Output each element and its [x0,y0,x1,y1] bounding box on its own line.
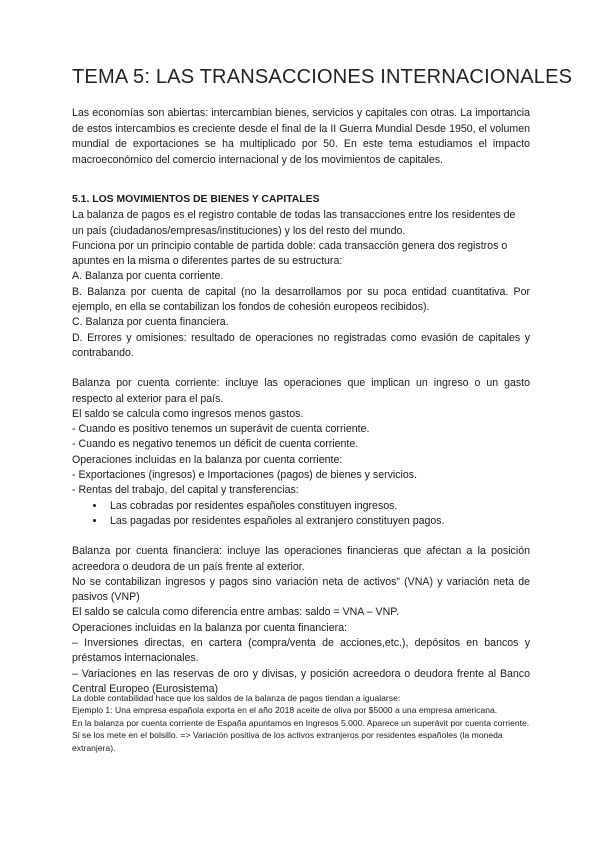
rentas-bullet-list [72,499,530,530]
financiera-inversiones: – Inversiones directas, en cartera (compra/venta de acciones,etc.), depósitos en bancos y préstamos internacionales. [72,637,530,665]
financiera-definition: Balanza por cuenta financiera: incluye las operaciones financieras que afectan a la posición acreedora o deudora de un país frente al exterior. [72,545,530,573]
list-item: • Las cobradas por residentes españoles constituyen ingresos. [106,499,530,514]
list-item: • Las pagadas por residentes españoles al extranjero constituyen pagos. [106,514,530,529]
structure-item-d: D. Errores y omisiones: resultado de operaciones no registradas como evasión de capitales y contrabando. [72,331,530,359]
corriente-positivo: - Cuando es positivo tenemos un superávit de cuenta corriente. [72,423,370,436]
structure-item-a: A. Balanza por cuenta corriente. [72,270,224,283]
note-line: En la balanza por cuenta corriente de España apuntamos en Ingresos 5.000. Aparece un superávit por cuenta corriente. [72,717,530,728]
page-title: TEMA 5: LAS TRANSACCIONES INTERNACIONALES [72,66,573,88]
corriente-saldo: El saldo se calcula como ingresos menos gastos. [72,407,304,420]
financiera-saldo: El saldo se calcula como diferencia entre ambas: saldo = VNA – VNP. [72,606,399,619]
financiera-vna-vnp: No se contabilizan ingresos y pagos sino variación neta de activos” (VNA) y variación neta de pasivos (VNP) [72,575,530,604]
notes-block [72,692,532,754]
financiera-operaciones: Operaciones incluidas en la balanza por cuenta financiera: [72,621,348,634]
section-heading: 5.1. LOS MOVIMIENTOS DE BIENES Y CAPITALES [72,194,320,205]
financiera-variaciones: – Variaciones en las reservas de oro y divisas, y posición acreedora o deudora frente al Banco Central Europeo (Eurosistema) [72,667,530,695]
corriente-rentas: - Rentas del trabajo, del capital y transferencias: [72,484,299,497]
structure-item-c: C. Balanza por cuenta financiera. [72,316,229,329]
balanza-pagos-definition: La balanza de pagos es el registro contable de todas las transacciones entre los residentes de un país (ciudadanos/empresas/instituciones) y los del resto del mundo. [72,209,516,237]
intro-paragraph: Las economías son abiertas: intercambian bienes, servicios y capitales con otras. La importancia de estos intercambios es creciente desde el final de la II Guerra Mundial Desde 1950, el volumen mundial de exportaciones se ha multiplicado por 50. En este tema estudiamos el impacto macroeconómico del comercio internacional y de los movimientos de capitales. [72,107,530,166]
note-line: Ejemplo 1: Una empresa española exporta en el año 2018 aceite de oliva por $5000 a una empresa americana. [72,705,498,716]
note-line: La doble contabilidad hace que los saldos de la balanza de pagos tiendan a igualarse: [72,693,401,703]
note-line: Si se los mete en el bolsillo. => Variación positiva de los activos extranjeros por residentes españoles (la moneda extranjera). [72,730,503,753]
spacer [72,361,530,376]
corriente-negativo: - Cuando es negativo tenemos un déficit de cuenta corriente. [72,438,359,451]
corriente-definition: Balanza por cuenta corriente: incluye las operaciones que implican un ingreso o un gasto respecto al exterior para el país. [72,377,530,405]
corriente-operaciones: Operaciones incluidas en la balanza por cuenta corriente: [72,453,343,466]
main-content [72,192,530,697]
partida-doble-paragraph: Funciona por un principio contable de partida doble: cada transacción genera dos registros o apuntes en la misma o diferentes partes de su estructura: [72,239,508,268]
corriente-exportaciones: - Exportaciones (ingresos) e Importaciones (pagos) de bienes y servicios. [72,469,418,482]
spacer [72,529,530,544]
structure-item-b: B. Balanza por cuenta de capital (no la desarrollamos por su poca entidad cuantitativa. Por ejemplo, en ella se contabilizan los fondos de cohesión europeos recibidos). [72,285,530,314]
